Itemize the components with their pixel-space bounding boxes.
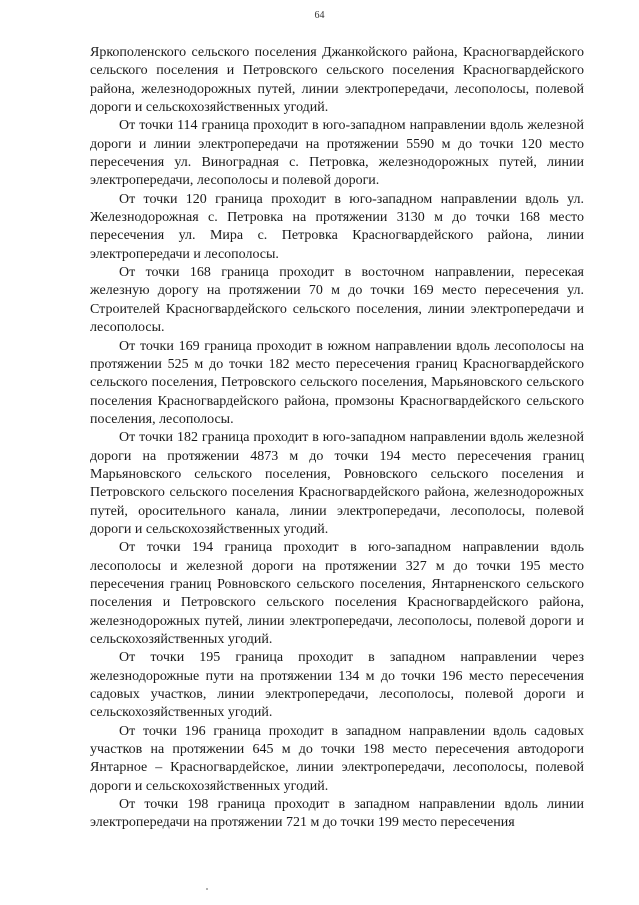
paragraph-point-198: От точки 198 граница проходит в западном направлении вдоль линии электропередачи на протяжении 721 м до точки 199 место пересечения — [90, 797, 584, 831]
paragraph-point-195: От точки 195 граница проходит в западном направлении через железнодорожные пути на протяжении 134 м до точки 196 место пересечения садовых участков, линии электропередачи, лесополосы, полевой дороги и сельскохозяйственных угодий. — [90, 650, 584, 721]
document-body — [90, 44, 584, 833]
paragraph-point-182: От точки 182 граница проходит в юго-западном направлении вдоль железной дороги на протяжении 4873 м до точки 194 место пересечения границ Марьяновского сельского поселения, Ровновского сельского поселения и Петровского сельского поселения Красногвардейского района, железнодорожных путей, оросительного канала, линии электропередачи, лесополосы, полевой дороги и сельскохозяйственных угодий. — [90, 430, 584, 537]
paragraph-point-169: От точки 169 граница проходит в южном направлении вдоль лесополосы на протяжении 525 м до точки 182 место пересечения границ Красногвардейского сельского поселения, Петровского сельского поселения, Марьяновского сельского поселения Красногвардейского района, промзоны Красногвардейского сельского поселения, лесополосы. — [90, 338, 584, 427]
paragraph-point-114: От точки 114 граница проходит в юго-западном направлении вдоль железной дороги и линии электропередачи на протяжении 5590 м до точки 120 место пересечения ул. Виноградная с. Петровка, железнодорожных путей, линии электропередачи, лесополосы и полевой дороги. — [90, 118, 584, 189]
scan-speck — [206, 888, 208, 890]
paragraph-point-194: От точки 194 граница проходит в юго-западном направлении вдоль лесополосы и железной дороги на протяжении 327 м до точки 195 место пересечения границ Ровновского сельского поселения, Янтарненского сельского поселения и Петровского сельского поселения Красногвардейского района, железнодорожных путей, линии электропередачи, лесополосы, полевой дороги и сельскохозяйственных угодий. — [90, 540, 584, 647]
page-number: 64 — [314, 10, 325, 21]
paragraph-point-120: От точки 120 граница проходит в юго-западном направлении вдоль ул. Железнодорожная с. Петровка на протяжении 3130 м до точки 168 место пересечения ул. Мира с. Петровка Красногвардейского района, линии электропередачи и лесополосы. — [90, 191, 584, 262]
paragraph-point-168: От точки 168 граница проходит в восточном направлении, пересекая железную дорогу на протяжении 70 м до точки 169 место пересечения ул. Строителей Красногвардейского сельского поселения, линии электропередачи и лесополосы. — [90, 265, 584, 336]
paragraph-continuation: Яркополенского сельского поселения Джанкойского района, Красногвардейского сельского поселения и Петровского сельского поселения Красногвардейского района, железнодорожных путей, линии электропередачи, лесополосы, полевой дороги и сельскохозяйственных угодий. — [90, 45, 584, 116]
paragraph-point-196: От точки 196 граница проходит в западном направлении вдоль садовых участков на протяжении 645 м до точки 198 место пересечения автодороги Янтарное – Красногвардейское, линии электропередачи, лесополосы, полевой дороги и сельскохозяйственных угодий. — [90, 723, 584, 794]
